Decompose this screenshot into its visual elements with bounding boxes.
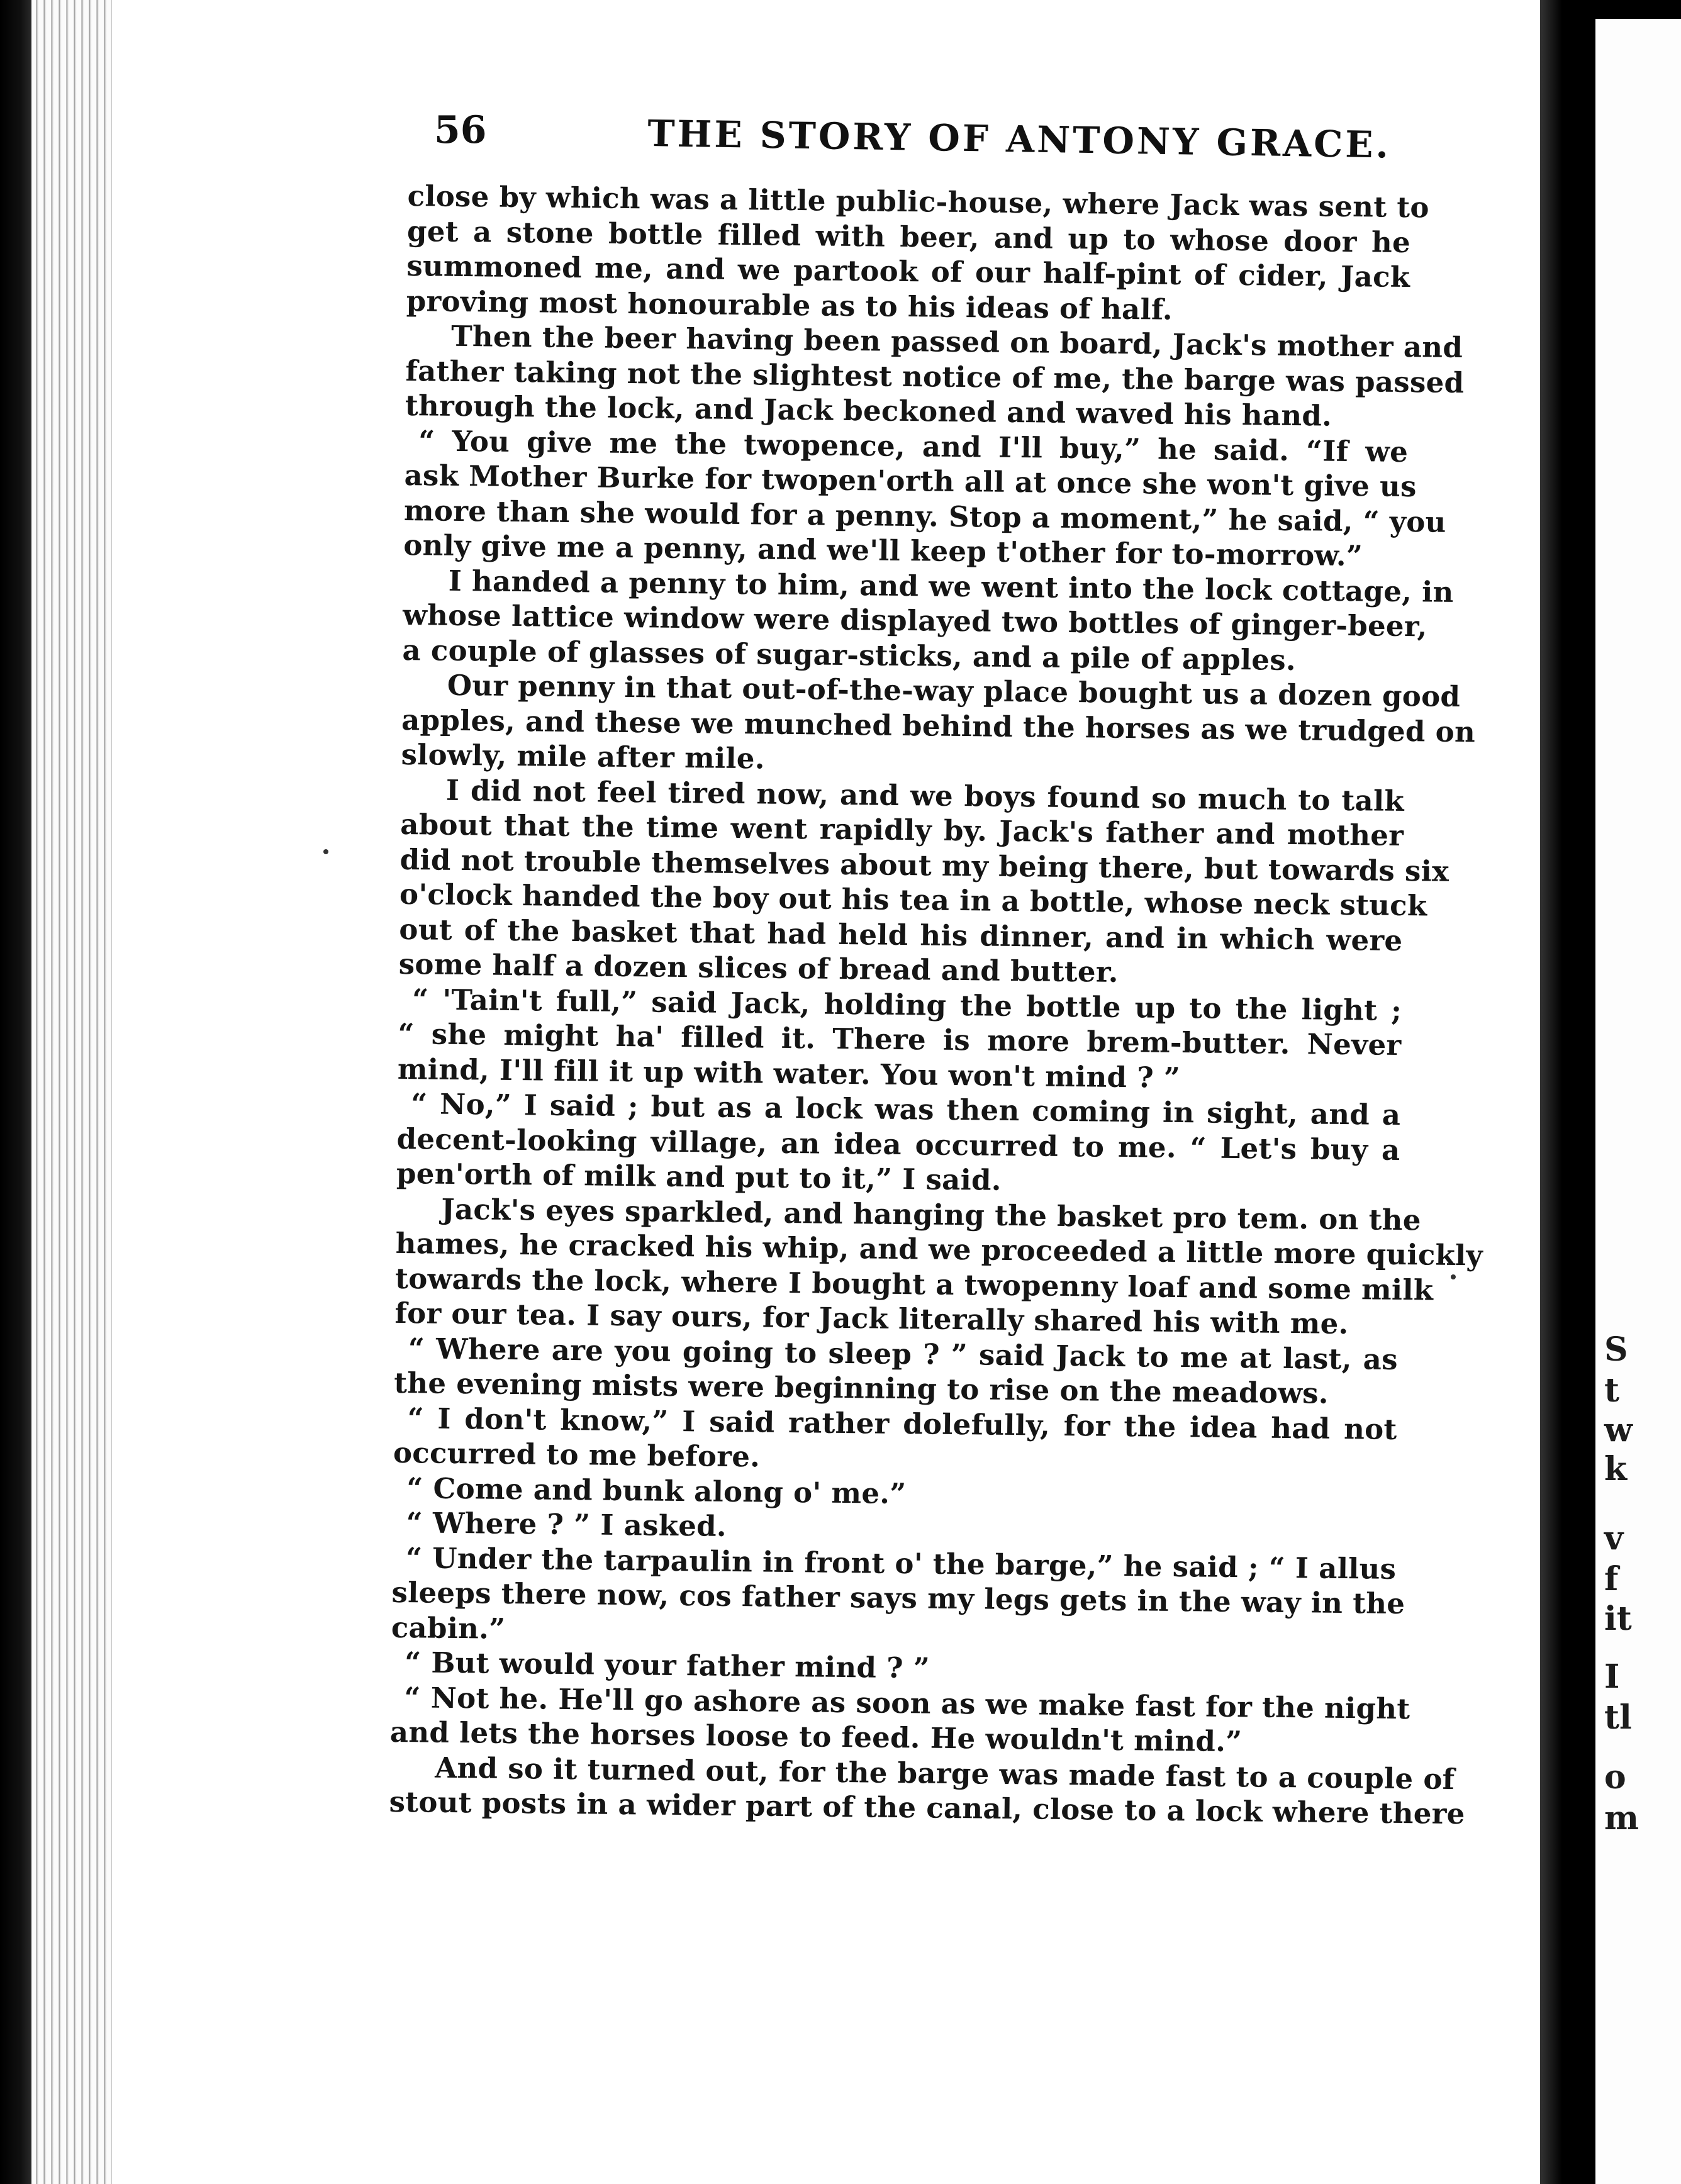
running-title: THE STORY OF ANTONY GRACE. [647, 112, 1392, 167]
text-line: and lets the horses loose to feed. He wouldn't mind.” [389, 1715, 1243, 1759]
text-line: Our penny in that out-of-the-way place bought us a dozen good [447, 668, 1461, 714]
text-line: “ You give me the twopence, and I'll buy,” he said. “If we [418, 423, 1409, 469]
text-line: more than she would for a penny. Stop a moment,” he said, “ you [403, 493, 1446, 539]
text-line: out of the basket that had held his dinner, and in which were [399, 912, 1403, 957]
body-text [389, 179, 1483, 1831]
text-line: “ Where are you going to sleep ? ” said Jack to me at last, as [408, 1331, 1399, 1376]
facing-page-edge [1595, 19, 1681, 2184]
text-line: only give me a penny, and we'll keep t'other for to-morrow.” [403, 528, 1363, 573]
text-line: some half a dozen slices of bread and butter. [398, 947, 1119, 989]
ink-speck [1451, 1274, 1456, 1279]
page-edges [31, 0, 114, 2184]
text-line: about that the time went rapidly by. Jack's father and mother [400, 807, 1404, 853]
page-number: 56 [434, 108, 487, 152]
text-line: And so it turned out, for the barge was made fast to a couple of [435, 1751, 1455, 1796]
text-line: decent-looking village, an idea occurred to me. “ Let's buy a [396, 1122, 1400, 1167]
text-line: towards the lock, where I bought a twopenny loaf and some milk [394, 1261, 1434, 1307]
text-line: “ I don't know,” I said rather dolefully, for the idea had not [407, 1401, 1397, 1446]
text-line: o'clock handed the boy out his tea in a bottle, whose neck stuck [399, 877, 1427, 923]
text-line: “ she might ha' filled it. There is more brem-butter. Never [398, 1017, 1402, 1062]
text-line: close by which was a little public-house, where Jack was sent to [407, 179, 1429, 225]
binding-shadow [0, 0, 35, 2184]
facing-page-fragment: w [1604, 1411, 1633, 1449]
text-line: I did not feel tired now, and we boys found so much to talk [445, 773, 1405, 818]
text-line: Then the beer having been passed on board, Jack's mother and [450, 319, 1463, 365]
facing-page-fragment: it [1604, 1600, 1632, 1638]
text-line: stout posts in a wider part of the canal, close to a lock where there [389, 1785, 1465, 1831]
text-line: apples, and these we munched behind the horses as we trudged on [401, 703, 1476, 749]
facing-page-fragment: k [1604, 1450, 1628, 1488]
gutter-shadow [1540, 0, 1595, 2184]
text-line: “ Where ? ” I asked. [406, 1506, 727, 1543]
text-line: “ Under the tarpaulin in front o' the barge,” he said ; “ I allus [405, 1540, 1397, 1586]
text-line: pen'orth of milk and put to it,” I said. [396, 1156, 1002, 1197]
text-line: “ No,” I said ; but as a lock was then coming in sight, and a [411, 1087, 1401, 1132]
facing-page-fragment: o [1604, 1758, 1626, 1797]
text-line: “ Come and bunk along o' me.” [406, 1471, 907, 1510]
facing-page-fragment: m [1604, 1799, 1639, 1837]
facing-page-fragment: tl [1604, 1698, 1632, 1737]
facing-page-fragment: v [1604, 1519, 1624, 1557]
text-line: “ 'Tain't full,” said Jack, holding the bottle up to the light ; [411, 982, 1402, 1027]
text-line: cabin.” [391, 1610, 506, 1646]
text-line: father taking not the slightest notice of me, the barge was passed [405, 354, 1465, 399]
text-line: did not trouble themselves about my being there, but towards six [399, 842, 1449, 888]
text-line: sleeps there now, cos father says my legs gets in the way in the [391, 1575, 1405, 1621]
text-line: whose lattice window were displayed two bottles of ginger-beer, [402, 598, 1427, 644]
text-line: mind, I'll fill it up with water. You won't mind ? ” [397, 1052, 1181, 1095]
text-line: proving most honourable as to his ideas of half. [406, 284, 1173, 326]
facing-page-fragment: f [1604, 1560, 1619, 1598]
text-line: the evening mists were beginning to rise on the meadows. [393, 1366, 1329, 1410]
text-line: summoned me, and we partook of our half-pint of cider, Jack [406, 248, 1410, 294]
ink-speck [323, 849, 328, 854]
facing-page-fragment: t [1604, 1371, 1620, 1410]
facing-page-fragment: S [1604, 1330, 1628, 1369]
text-line: ask Mother Burke for twopen'orth all at once she won't give us [404, 458, 1417, 504]
text-line: Jack's eyes sparkled, and hanging the basket pro tem. on the [441, 1192, 1421, 1237]
text-line: “ Not he. He'll go ashore as soon as we make fast for the night [404, 1680, 1410, 1725]
text-line: through the lock, and Jack beckoned and waved his hand. [405, 388, 1332, 433]
text-line: for our tea. I say ours, for Jack literally shared his with me. [394, 1296, 1349, 1341]
text-line: a couple of glasses of sugar-sticks, and a pile of apples. [402, 633, 1297, 677]
text-line: I handed a penny to him, and we went into the lock cottage, in [448, 564, 1454, 609]
text-line: get a stone bottle filled with beer, and up to whose door he [406, 214, 1411, 259]
facing-page-fragment: I [1604, 1658, 1620, 1696]
text-line: hames, he cracked his whip, and we proceeded a little more quickly [395, 1226, 1483, 1273]
text-line: occurred to me before. [393, 1435, 761, 1474]
text-line: “ But would your father mind ? ” [404, 1646, 930, 1685]
text-line: slowly, mile after mile. [401, 737, 766, 776]
